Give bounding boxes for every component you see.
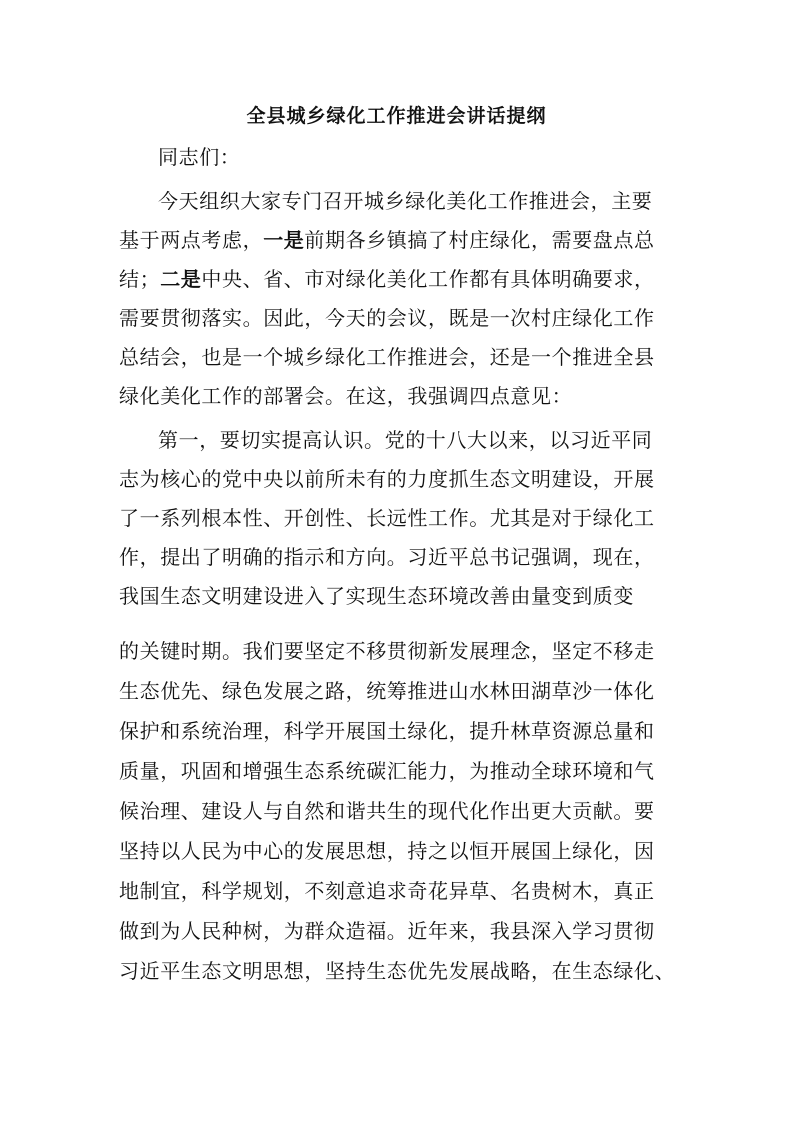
paragraph-line: 保护和系统治理，科学开展国土绿化，提升林草资源总量和: [119, 719, 655, 743]
paragraph-line: 质量，巩固和增强生态系统碳汇能力，为推动全球环境和气: [119, 759, 655, 783]
paragraph-line: 需要贯彻落实。因此，今天的会议，既是一次村庄绿化工作: [119, 306, 655, 330]
salutation: 同志们：: [158, 145, 241, 169]
paragraph-line: 志为核心的党中央以前所未有的力度抓生态文明建设，开展: [119, 467, 655, 491]
paragraph-line: 坚持以人民为中心的发展思想，持之以恒开展国上绿化，因: [119, 839, 655, 863]
text-run: 结；: [119, 267, 161, 291]
paragraph-line: 总结会，也是一个城乡绿化工作推进会，还是一个推进全县: [119, 345, 655, 369]
paragraph-line: [119, 225, 655, 255]
document-title: 全县城乡绿化工作推进会讲话提纲: [246, 105, 547, 127]
paragraph-line: 的关键时期。我们要坚定不移贯彻新发展理念，坚定不移走: [119, 639, 655, 663]
paragraph-line: 习近平生态文明思想，坚持生态优先发展战略，在生态绿化、: [119, 959, 676, 983]
paragraph-line: 候治理、建设人与自然和谐共生的现代化作出更大贡献。要: [119, 799, 655, 823]
paragraph-line: 我国生态文明建设进入了实现生态环境改善由量变到质变: [119, 584, 634, 608]
paragraph-line: 做到为人民种树，为群众造福。近年来，我县深入学习贯彻: [119, 919, 655, 943]
text-run: 基于两点考虑，: [119, 228, 264, 252]
paragraph-line: 生态优先、绿色发展之路，统筹推进山水林田湖草沙一体化: [119, 679, 655, 703]
paragraph-line: [119, 264, 655, 294]
paragraph-line: 了一系列根本性、开创性、长远性工作。尤其是对于绿化工: [119, 506, 655, 530]
paragraph-line: 第一，要切实提高认识。党的十八大以来，以习近平同: [158, 428, 653, 452]
emphasis-text: 一是: [263, 228, 305, 252]
text-run: 中央、省、市对绿化美化工作都有具体明确要求，: [201, 267, 655, 291]
paragraph-line: 绿化美化工作的部署会。在这，我强调四点意见：: [119, 384, 573, 408]
emphasis-text: 二是: [160, 267, 202, 291]
paragraph-line: 地制宜，科学规划，不刻意追求奇花异草、名贵树木，真正: [119, 879, 655, 903]
paragraph-line: 作，提出了明确的指示和方向。习近平总书记强调，现在，: [119, 545, 655, 569]
text-run: 前期各乡镇搞了村庄绿化，需要盘点总: [304, 228, 655, 252]
paragraph-line: 今天组织大家专门召开城乡绿化美化工作推进会，主要: [158, 189, 653, 213]
